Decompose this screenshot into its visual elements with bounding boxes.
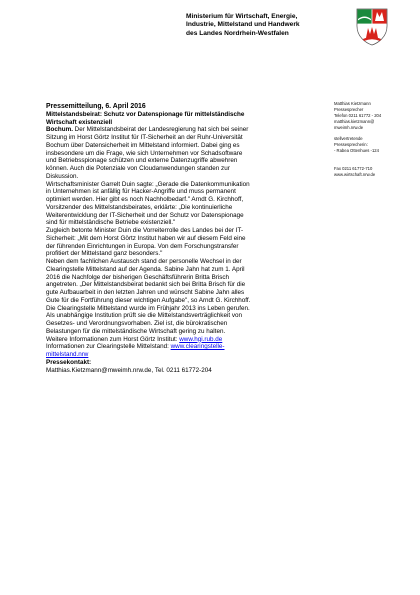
sidebar-line: stellvertretende [334, 136, 363, 142]
hgi-link[interactable]: www.hgi.rub.de [179, 335, 223, 343]
paragraph-pioneer-role: Zugleich betonte Minister Duin die Vorreiterrolle des Landes bei der IT- Sicherheit: „Mit dem Horst Görtz Institut haben wir auf diesem Feld eine der führenden Einrichtungen in Europa. Von dem Forschungstransfer profitiert der Mittelstand ganz besonders." [46, 227, 246, 258]
paragraph-intro: Bochum. Der Mittelstandsbeirat der Landesregierung hat sich bei seiner Sitzung im Horst Görtz Institut für IT-Sicherheit an der Ruhr-Universität Bochum über Datensicherheit im Mittelstand informiert. Dabei ging es insbesondere um die Frage, wie sich Unternehmen vor Schadsoftware und Betriebsspionage schützen und externe Datenzugriffe abwehren können. Auch die Potenziale von Cloudanwendungen standen zur Diskussion. [46, 126, 249, 180]
ministry-line: Industrie, Mittelstand und Handwerk [186, 21, 300, 29]
press-contact-label: Pressekontakt: [46, 358, 92, 366]
press-contact-details: Matthias.Kietzmann@mweimh.nrw.de, Tel. 0211 61772-204 [46, 366, 212, 374]
sidebar-line: Matthias Kietzmann [334, 101, 371, 106]
paragraph-minister-quote: Wirtschaftsminister Garrelt Duin sagte: „Gerade die Datenkommunikation in Unternehmen ist anfällig für Hacker-Angriffe und muss permanent optimiert werden. Hier gibt es noch Nachholbedarf." Arndt G. Kirchhoff, Vorsitzender des Mittelstandsbeirates, erklärte: „Die kontinuierliche Weiterentwicklung der IT-Sicherheit und der Schutz vor Datenspionage sind für mittelständische Betriebe existenziell." [46, 180, 250, 227]
paragraph-more-info: Weitere Informationen zum Horst Görtz Institut: www.hgi.rub.de Informationen zur Clearingstelle Mittelstand: www.clearingstelle- mittelstand.nrw [46, 335, 225, 358]
sidebar-line: Fax 0211 61772-710 [334, 165, 373, 171]
release-date: Pressemitteilung, 6. April 2016 [46, 103, 146, 110]
press-contact-sidebar [334, 101, 418, 178]
sidebar-line: Pressesprecherin: [334, 142, 368, 148]
clearingstelle-link[interactable]: www.clearingstelle- [170, 343, 225, 351]
paragraph-clearingstelle: Neben dem fachlichen Austausch stand der personelle Wechsel in der Clearingstelle Mittelstand auf der Agenda. Sabine Jahn hat zum 1. April 2016 die Nachfolge der bisherigen Geschäftsführerin Britta Brisch angetreten. „Der Mittelstandsbeirat bedankt sich bei Britta Brisch für die gute Aufbauarbeit in den letzten Jahren und wünscht Sabine Jahn alles Gute für die Fortführung dieser wichtigen Aufgabe", so Arndt G. Kirchhoff. Die Clearingstelle Mittelstand wurde im Frühjahr 2013 ins Leben gerufen. Als unabhängige Institution prüft sie die Mittelstandsverträglichkeit von Gesetzes- und Verordnungsvorhaben. Ziel ist, die bürokratischen Belastungen für die mittelständische Wirtschaft gering zu halten. [46, 258, 251, 335]
sidebar-line: - Rabea Ottenhues -124 [334, 148, 379, 154]
sidebar-line: matthias.kietzmann@ [334, 118, 375, 124]
sidebar-line: Telefon 0211 61772 - 204 [334, 112, 382, 118]
headline-line: Mittelstandsbeirat: Schutz vor Datenspionage für mittelständische [46, 110, 245, 118]
ministry-name [186, 13, 356, 38]
ministry-line: Ministerium für Wirtschaft, Energie, [186, 13, 298, 20]
clearingstelle-link-continued[interactable]: mittelstand.nrw [46, 351, 89, 358]
sidebar-line: www.wirtschaft.nrw.de [334, 171, 376, 177]
headline-line: Wirtschaft existenziell [46, 118, 113, 126]
press-release-body [46, 103, 328, 374]
sidebar-line: mweimh.nrw.de [334, 124, 364, 130]
headline [46, 111, 328, 127]
sidebar-line: Pressesprecher [334, 106, 364, 112]
ministry-line: des Landes Nordrhein-Westfalen [186, 29, 289, 37]
dateline-city: Bochum. [46, 126, 73, 134]
press-contact [46, 359, 328, 375]
nrw-coat-of-arms-icon [356, 8, 388, 46]
